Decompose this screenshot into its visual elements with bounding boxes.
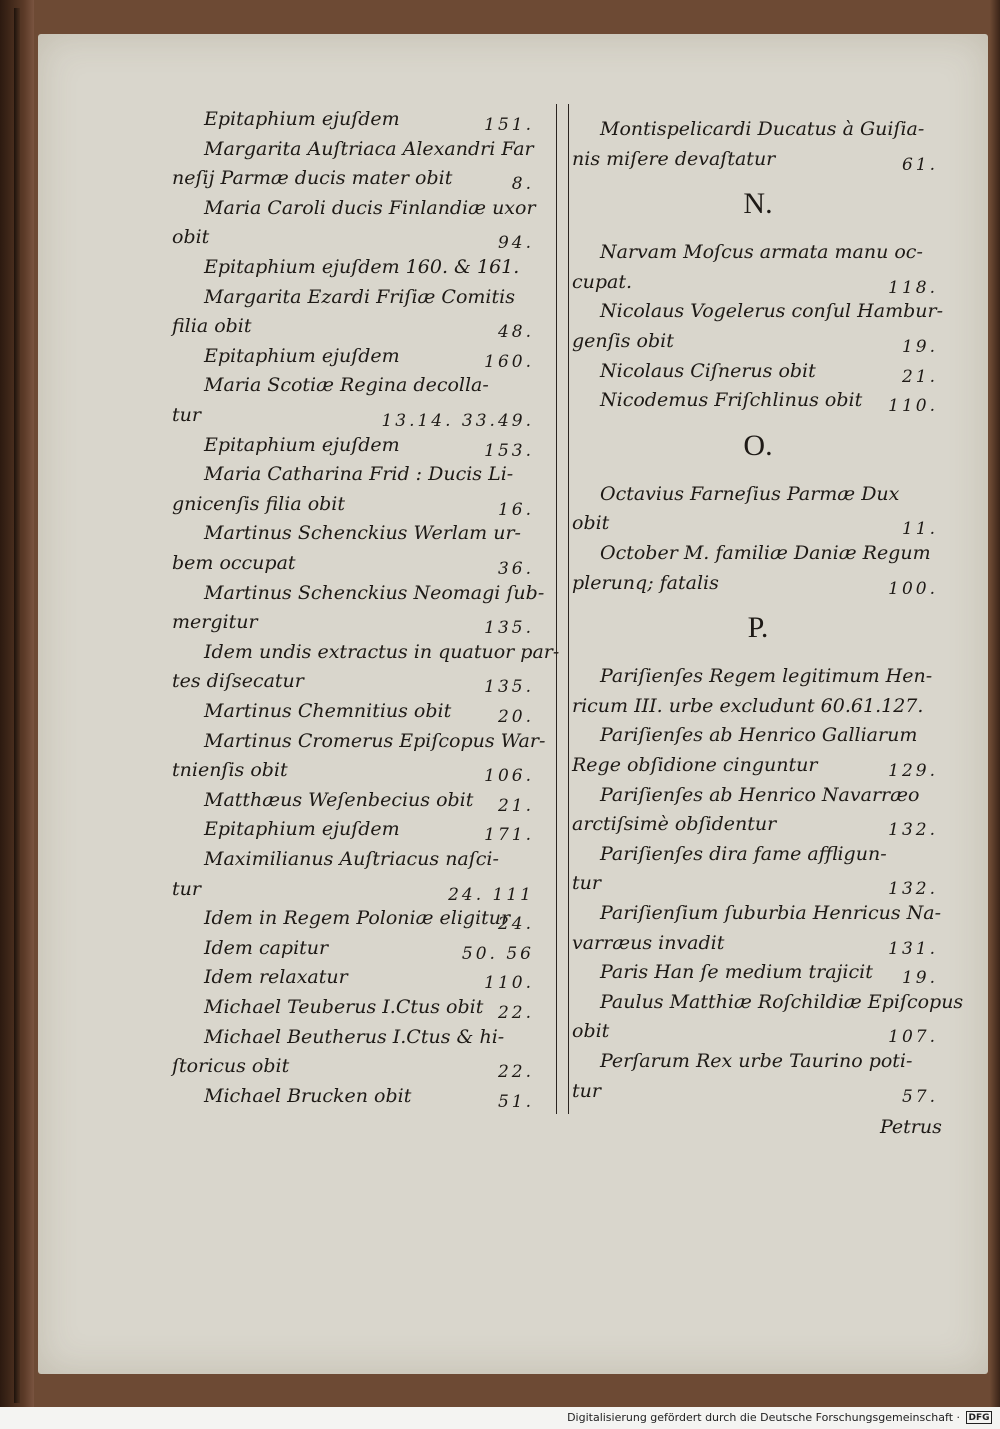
- index-entry-line: [38, 726, 544, 756]
- entry-page-ref: 153.: [484, 440, 534, 461]
- index-entry-line: [38, 696, 544, 726]
- index-entry-line: [38, 637, 560, 667]
- entry-text: Idem in Regem Poloniæ eligitur: [204, 907, 511, 930]
- entry-text: varræus invadit: [572, 931, 725, 954]
- entry-text: Montispelicardi Ducatus à Guiſia-: [600, 118, 925, 140]
- index-entry-line: [568, 750, 948, 780]
- entry-text: bem occupat: [172, 552, 296, 574]
- index-entry-line: [38, 962, 544, 992]
- index-entry-line: [38, 459, 544, 489]
- index-entry-line: [38, 874, 544, 904]
- entry-text: Maria Catharina Frid : Ducis Li-: [204, 463, 514, 486]
- entry-text: Martinus Schenckius Werlam ur-: [204, 522, 521, 545]
- entry-text: Perſarum Rex urbe Taurino poti-: [600, 1050, 913, 1072]
- entry-text: neſij Parmæ ducis mater obit: [172, 167, 453, 190]
- entry-text: Idem undis extractus in quatuor par-: [204, 640, 560, 663]
- entry-page-ref: 22.: [497, 1003, 534, 1023]
- entry-page-ref: 13.14. 33.49.: [381, 411, 534, 431]
- entry-text: mergitur: [172, 611, 258, 634]
- column-divider-left: [556, 104, 557, 1114]
- entry-text: tur: [572, 872, 601, 895]
- entry-page-ref: 129.: [888, 761, 938, 781]
- index-entry-line: [38, 134, 544, 164]
- index-entry-line: [568, 780, 948, 810]
- book-page: [38, 34, 988, 1374]
- entry-text: tnienſis obit: [172, 759, 288, 782]
- entry-page-ref: 135.: [484, 618, 534, 639]
- index-entry-line: [568, 326, 948, 356]
- index-entry-line: [38, 1051, 544, 1081]
- index-entry-line: [38, 607, 544, 637]
- entry-page-ref: 171.: [484, 825, 534, 846]
- entry-page-ref: 132.: [888, 879, 938, 900]
- entry-text: October M. familiæ Daniæ Regum: [600, 542, 931, 564]
- entry-text: Nicolaus Ciſnerus obit: [600, 359, 816, 382]
- entry-text: Narvam Moſcus armata manu oc-: [600, 241, 923, 264]
- entry-text: Octavius Farneſius Parmæ Dux: [600, 482, 900, 505]
- index-entry-line: [568, 267, 948, 297]
- footer-bar: [0, 1407, 1000, 1429]
- entry-text: Margarita Auſtriaca Alexandri Far: [204, 137, 534, 160]
- index-entry-line: [38, 666, 544, 696]
- index-entry-line: [568, 720, 948, 750]
- index-entry-line: [568, 868, 948, 898]
- index-entry-line: [38, 903, 544, 933]
- section-letter-heading: N.: [743, 187, 773, 221]
- entry-page-ref: 50. 56: [461, 943, 534, 964]
- entry-text: Michael Brucken obit: [204, 1084, 412, 1107]
- entry-text: tur: [172, 877, 201, 900]
- entry-text: gnicenſis filia obit: [172, 492, 346, 515]
- index-entry-line: [38, 814, 544, 844]
- entry-text: Idem relaxatur: [204, 966, 348, 989]
- entry-text: Maximilianus Auſtriacus naſci-: [204, 848, 499, 870]
- entry-page-ref: 48.: [497, 322, 534, 343]
- index-entry-line: [38, 282, 544, 312]
- entry-page-ref: 21.: [497, 795, 534, 816]
- index-entry-line: [568, 568, 948, 598]
- entry-text: tur: [572, 1079, 601, 1102]
- entry-text: Epitaphium ejuſdem: [204, 433, 400, 456]
- index-entry-line: [38, 933, 544, 963]
- entry-page-ref: 19.: [901, 968, 938, 989]
- book-spine-edge: [14, 8, 20, 1403]
- index-entry-line: [38, 489, 544, 519]
- index-entry-line: [568, 1046, 948, 1076]
- entry-page-ref: 135.: [484, 677, 534, 698]
- entry-text: Michael Beutherus I.Ctus & hi-: [204, 1025, 505, 1048]
- footer-credit: Digitalisierung gefördert durch die Deutsche Forschungsgemeinschaft ·: [567, 1411, 960, 1424]
- index-entry-line: [38, 193, 544, 223]
- entry-page-ref: 8.: [511, 174, 534, 195]
- entry-text: Nicodemus Friſchlinus obit: [600, 389, 863, 412]
- entry-text: Martinus Chemnitius obit: [204, 700, 452, 722]
- index-entry-line: [38, 1081, 544, 1111]
- entry-text: obit: [572, 1020, 610, 1043]
- index-entry-line: [38, 518, 544, 548]
- entry-text: cupat.: [572, 270, 633, 293]
- entry-text: Epitaphium ejuſdem: [204, 818, 400, 841]
- entry-page-ref: 11.: [901, 519, 938, 540]
- index-entry-line: [38, 341, 544, 371]
- entry-text: tur: [172, 404, 201, 426]
- index-entry-line: [568, 538, 948, 568]
- entry-page-ref: 106.: [484, 766, 534, 787]
- index-entry-line: [38, 578, 544, 608]
- index-entry-line: [38, 548, 544, 578]
- entry-page-ref: 132.: [888, 820, 938, 841]
- index-entry-line: [568, 898, 948, 928]
- index-entry-line: [568, 957, 948, 987]
- index-entry-line: [38, 222, 544, 252]
- entry-text: Epitaphium ejuſdem: [204, 108, 400, 130]
- index-entry-line: [568, 479, 948, 509]
- dfg-logo: DFG: [966, 1411, 992, 1424]
- entry-text: obit: [572, 512, 610, 535]
- entry-text: Matthæus Weſenbecius obit: [204, 788, 474, 811]
- index-entry-line: [568, 1076, 948, 1106]
- index-entry-line: [568, 356, 948, 386]
- entry-page-ref: 100.: [888, 578, 938, 599]
- entry-page-ref: 131.: [888, 938, 938, 959]
- entry-text: Nicolaus Vogelerus conſul Hambur-: [600, 300, 943, 323]
- entry-page-ref: 110.: [888, 396, 938, 417]
- index-entry-line: [568, 508, 948, 538]
- entry-page-ref: 51.: [497, 1091, 534, 1112]
- index-entry-line: [38, 430, 544, 460]
- entry-text: Maria Caroli ducis Finlandiæ uxor: [204, 196, 536, 219]
- entry-text: Pariſienſes ab Henrico Navarræo: [600, 783, 920, 806]
- entry-text: Pariſienſes ab Henrico Galliarum: [600, 724, 918, 747]
- index-entry-line: [38, 1022, 544, 1052]
- entry-text: Pariſienſium ſuburbia Henricus Na-: [600, 902, 942, 924]
- index-entry-line: [568, 839, 948, 869]
- entry-text: Margarita Ezardi Friſiæ Comitis: [204, 285, 515, 308]
- entry-text: ricum III. urbe excludunt 60.61.127.: [572, 694, 924, 717]
- entry-text: Pariſienſes dira fame affligun-: [600, 842, 887, 865]
- entry-page-ref: 94.: [497, 233, 534, 254]
- index-entry-line: [568, 296, 948, 326]
- index-entry-line: [568, 809, 948, 839]
- entry-text: Idem capitur: [204, 936, 329, 959]
- entry-text: Rege obſidione cinguntur: [572, 754, 818, 776]
- index-entry-line: [568, 661, 948, 691]
- entry-text: Michael Teuberus I.Ctus obit: [204, 996, 484, 1018]
- entry-page-ref: 16.: [497, 499, 534, 520]
- entry-page-ref: 21.: [901, 366, 938, 387]
- index-entry-line: [38, 370, 544, 400]
- index-entry-line: [38, 163, 544, 193]
- entry-text: filia obit: [172, 315, 252, 338]
- entry-text: Epitaphium ejuſdem: [204, 344, 400, 367]
- index-entry-line: [38, 104, 544, 134]
- index-entry-line: [38, 400, 544, 430]
- entry-text: nis miſere devaſtatur: [572, 147, 776, 170]
- section-letter-heading: O.: [743, 428, 773, 462]
- index-entry-line: [38, 992, 544, 1022]
- entry-page-ref: 110.: [484, 973, 534, 994]
- entry-text: ſtoricus obit: [172, 1055, 290, 1078]
- index-entry-line: [568, 114, 948, 144]
- entry-text: Epitaphium ejuſdem 160. & 161.: [204, 256, 520, 278]
- entry-page-ref: 107.: [888, 1027, 938, 1048]
- index-entry-line: [568, 237, 948, 267]
- index-entry-line: [568, 1016, 948, 1046]
- entry-text: Martinus Schenckius Neomagi ſub-: [204, 581, 545, 604]
- index-entry-line: [568, 144, 948, 174]
- entry-text: arctiſsimè obſidentur: [572, 813, 777, 836]
- index-entry-line: [568, 691, 948, 721]
- entry-text: genſis obit: [572, 330, 674, 352]
- entry-page-ref: 118.: [888, 277, 938, 298]
- index-entry-line: [568, 928, 948, 958]
- index-entry-line: [38, 785, 544, 815]
- index-entry-line: [38, 252, 544, 282]
- index-entry-line: [38, 755, 544, 785]
- entry-page-ref: 24. 111: [448, 884, 534, 905]
- entry-page-ref: 20.: [497, 707, 534, 727]
- entry-page-ref: 57.: [901, 1086, 938, 1107]
- entry-page-ref: 151.: [484, 115, 534, 135]
- entry-page-ref: 24.: [497, 914, 534, 935]
- entry-text: Paulus Matthiæ Roſchildiæ Epiſcopus: [600, 990, 964, 1013]
- entry-page-ref: 22.: [497, 1062, 534, 1083]
- entry-page-ref: 36.: [497, 559, 534, 579]
- entry-text: Martinus Cromerus Epiſcopus War-: [204, 729, 546, 752]
- index-entry-line: [38, 844, 544, 874]
- index-entry-line: [568, 987, 964, 1017]
- section-letter-heading: P.: [747, 611, 769, 645]
- entry-text: Pariſienſes Regem legitimum Hen-: [600, 665, 933, 688]
- entry-text: plerunq; fatalis: [572, 571, 719, 594]
- entry-text: tes diſsecatur: [172, 670, 304, 693]
- entry-text: Maria Scotiæ Regina decolla-: [204, 374, 489, 397]
- entry-text: obit: [172, 226, 210, 249]
- index-entry-line: [568, 385, 948, 415]
- entry-page-ref: 19.: [901, 337, 938, 357]
- index-entry-line: [38, 311, 544, 341]
- entry-page-ref: 160.: [484, 351, 534, 372]
- catchword: Petrus: [880, 1116, 942, 1138]
- entry-text: Paris Han ſe medium trajicit: [600, 961, 873, 984]
- entry-page-ref: 61.: [901, 154, 938, 175]
